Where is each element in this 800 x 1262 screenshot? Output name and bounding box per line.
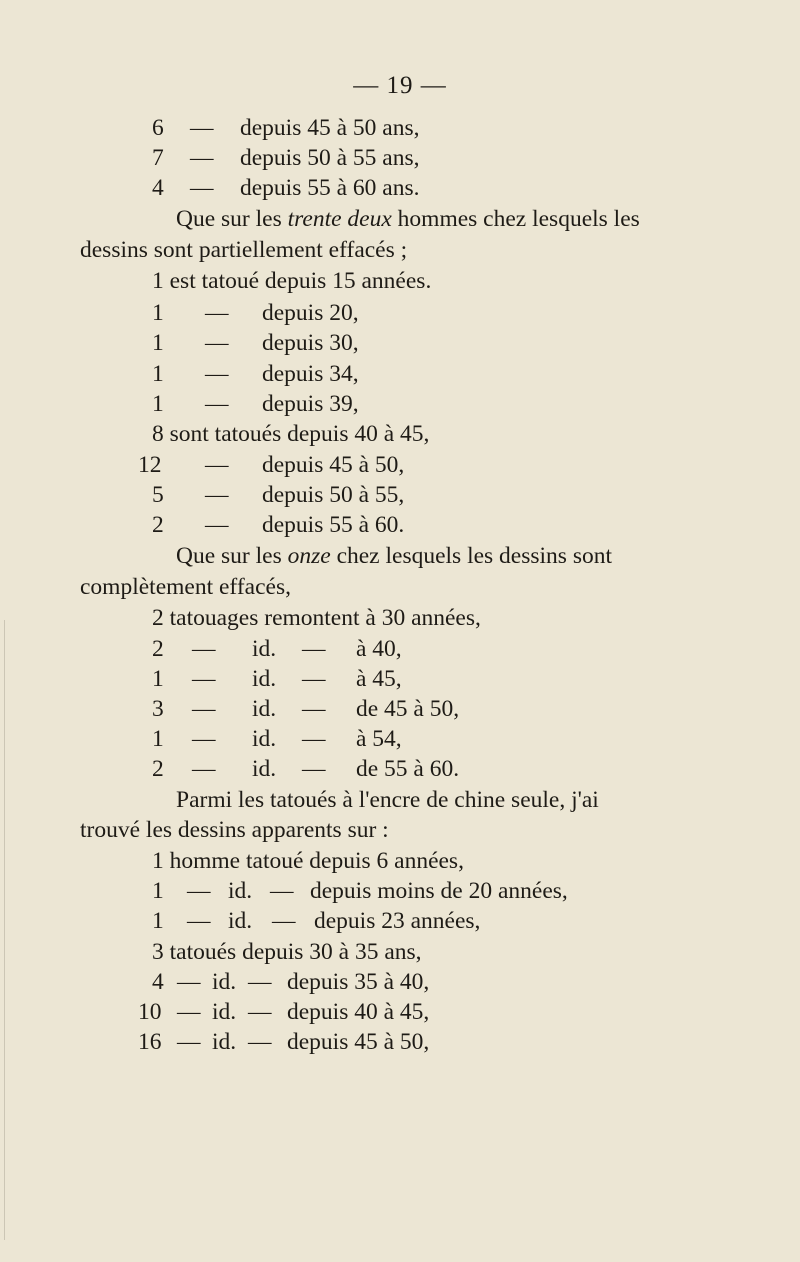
text: hommes chez lesquels les [391,206,640,232]
list-item: 1 est tatoué depuis 15 années. [152,268,432,294]
count: 1 [152,300,164,326]
list-item: 2 tatouages remontent à 30 années, [152,605,481,631]
page-edge-shadow [4,620,5,1240]
count: 1 [152,361,164,387]
period-text: depuis 45 à 50, [287,1029,430,1055]
dash: — [205,512,229,538]
dash: — [205,330,229,356]
count: 1 [152,878,164,904]
text: Que sur les [176,543,288,569]
list-item [0,724,800,755]
list-item [0,664,800,695]
ditto-text: id. [252,726,277,752]
paragraph-line: dessins sont partiellement effacés ; [80,237,408,263]
count: 4 [152,175,164,201]
dash: — [205,300,229,326]
list-item [0,906,800,937]
list-item [0,359,800,390]
list-item [0,634,800,665]
dash: — [205,482,229,508]
period-text: à 40, [356,636,402,662]
count: 1 [152,330,164,356]
count: 1 [152,666,164,692]
count: 16 [138,1029,162,1055]
period-text: à 54, [356,726,402,752]
list-item [0,997,800,1028]
paragraph-line: complètement effacés, [80,574,291,600]
count: 5 [152,482,164,508]
count: 1 [152,391,164,417]
period-text: depuis 30, [262,330,359,356]
period-text: depuis 50 à 55 ans, [240,145,420,171]
list-item [0,876,800,907]
dash: — [248,999,272,1025]
list-item [0,1027,800,1058]
period-text: depuis 40 à 45, [287,999,430,1025]
count: 1 [152,726,164,752]
period-text: depuis 20, [262,300,359,326]
dash: — [177,999,201,1025]
list-item [0,143,800,174]
dash: — [302,726,326,752]
list-item [0,173,800,204]
list-item [0,480,800,511]
count: 10 [138,999,162,1025]
period-text: depuis 55 à 60 ans. [240,175,420,201]
dash: — [192,726,216,752]
ditto-text: id. [212,969,237,995]
count: 4 [152,969,164,995]
count: 7 [152,145,164,171]
emphasis-text: trente deux [287,206,392,232]
dash: — [248,1029,272,1055]
dash: — [270,878,294,904]
paragraph-line [176,541,612,572]
period-text: depuis 45 à 50, [262,452,405,478]
ditto-text: id. [212,999,237,1025]
list-item: 3 tatoués depuis 30 à 35 ans, [152,939,422,965]
ditto-text: id. [228,908,253,934]
text: chez lesquels les dessins sont [330,543,612,569]
count: 2 [152,756,164,782]
count: 6 [152,115,164,141]
list-item [0,694,800,725]
list-item [0,328,800,359]
dash: — [205,452,229,478]
dash: — [192,756,216,782]
dash: — [205,391,229,417]
ditto-text: id. [228,878,253,904]
list-item [0,510,800,541]
count: 2 [152,512,164,538]
ditto-text: id. [212,1029,237,1055]
period-text: depuis moins de 20 années, [310,878,568,904]
emphasis-text: onze [287,543,331,569]
period-text: depuis 34, [262,361,359,387]
count: 3 [152,696,164,722]
ditto-text: id. [252,636,277,662]
period-text: depuis 35 à 40, [287,969,430,995]
text: Que sur les [176,206,288,232]
dash: — [302,636,326,662]
list-item [0,389,800,420]
dash: — [272,908,296,934]
dash: — [177,1029,201,1055]
dash: — [192,636,216,662]
dash: — [302,756,326,782]
count: 12 [138,452,162,478]
dash: — [205,361,229,387]
ditto-text: id. [252,696,277,722]
period-text: depuis 23 années, [314,908,481,934]
page-number: — 19 — [353,72,447,99]
dash: — [177,969,201,995]
period-text: depuis 50 à 55, [262,482,405,508]
list-item: 8 sont tatoués depuis 40 à 45, [152,421,430,447]
ditto-text: id. [252,666,277,692]
dash: — [187,908,211,934]
period-text: depuis 45 à 50 ans, [240,115,420,141]
list-item [0,298,800,329]
period-text: depuis 55 à 60. [262,512,405,538]
list-item [0,113,800,144]
paragraph-line [176,204,640,235]
dash: — [192,696,216,722]
dash: — [192,666,216,692]
paragraph-line: trouvé les dessins apparents sur : [80,817,389,843]
period-text: de 45 à 50, [356,696,460,722]
dash: — [187,878,211,904]
count: 2 [152,636,164,662]
list-item: 1 homme tatoué depuis 6 années, [152,848,464,874]
period-text: à 45, [356,666,402,692]
dash: — [248,969,272,995]
list-item [0,967,800,998]
period-text: depuis 39, [262,391,359,417]
paragraph-line: Parmi les tatoués à l'encre de chine seule, j'ai [176,787,599,813]
dash: — [302,666,326,692]
ditto-text: id. [252,756,277,782]
period-text: de 55 à 60. [356,756,460,782]
list-item [0,754,800,785]
dash: — [190,175,214,201]
list-item [0,450,800,481]
dash: — [190,115,214,141]
count: 1 [152,908,164,934]
dash: — [190,145,214,171]
dash: — [302,696,326,722]
